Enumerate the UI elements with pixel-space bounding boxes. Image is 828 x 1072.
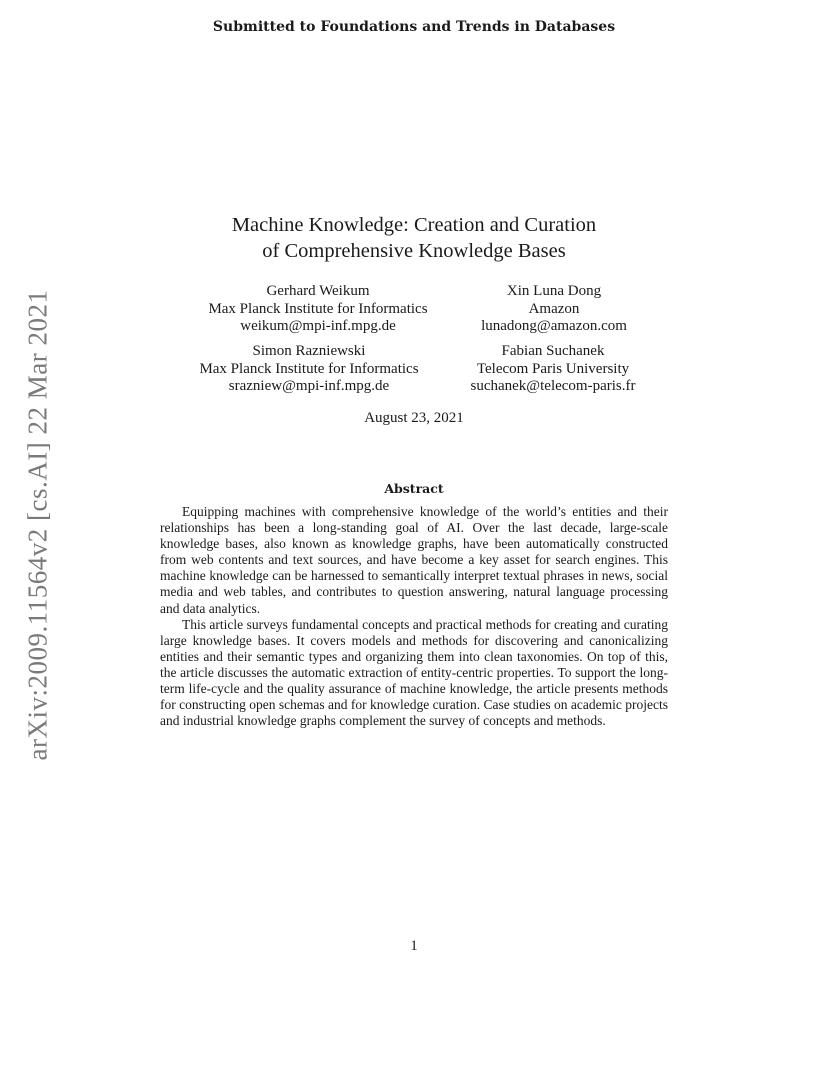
paper-title-line-2: of Comprehensive Knowledge Bases [262,240,566,262]
page-number: 1 [410,938,418,954]
author-block [208,283,427,336]
author-email: suchanek@telecom-paris.fr [470,378,636,394]
author-affiliation: Max Planck Institute for Informatics [199,360,419,377]
journal-submission-note: Submitted to Foundations and Trends in Databases [212,19,616,35]
author-name: Gerhard Weikum [266,283,370,299]
author-block [199,343,418,396]
author-block [481,283,627,336]
publication-date: August 23, 2021 [364,410,464,426]
author-name: Simon Razniewski [252,343,366,359]
author-email: weikum@mpi-inf.mpg.de [240,318,396,334]
author-email: lunadong@amazon.com [481,318,627,334]
abstract-paragraph: This article surveys fundamental concepts and practical methods for creating and curating large knowledge bases. It covers models and methods for discovering and canonicalizing entities and their semantic types and organizing them into clean taxonomies. On top of this, the article discusses the automatic extraction of entity-centric properties. To support the long-term life-cycle and the quality assurance of machine knowledge, the article presents methods for constructing open schemas and for knowledge curation. Case studies on academic projects and industrial knowledge graphs complement the survey of concepts and methods. [160,616,668,729]
author-email: srazniew@mpi-inf.mpg.de [228,378,390,394]
paper-title [0,212,828,264]
author-affiliation: Amazon [528,300,580,317]
abstract-body [160,504,668,729]
author-affiliation: Telecom Paris University [476,360,630,377]
arxiv-identifier-sidebar: arXiv:2009.11564v2 [cs.AI] 22 Mar 2021 [22,289,53,761]
abstract-paragraph: Equipping machines with comprehensive knowledge of the world’s entities and their relationships has been a long-standing goal of AI. Over the last decade, large-scale knowledge bases, also known as knowledge graphs, have been automatically constructed from web contents and text sources, and have become a key asset for search engines. This machine knowledge can be harnessed to semantically interpret textual phrases in news, social media and web tables, and contributes to question answering, natural language processing and data analytics. [160,504,668,616]
author-name: Xin Luna Dong [506,283,602,299]
abstract-heading: Abstract [384,481,444,496]
author-affiliation: Max Planck Institute for Informatics [208,300,428,317]
author-block [471,343,636,396]
paper-title-line-1: Machine Knowledge: Creation and Curation [231,214,597,236]
author-name: Fabian Suchanek [501,343,605,359]
